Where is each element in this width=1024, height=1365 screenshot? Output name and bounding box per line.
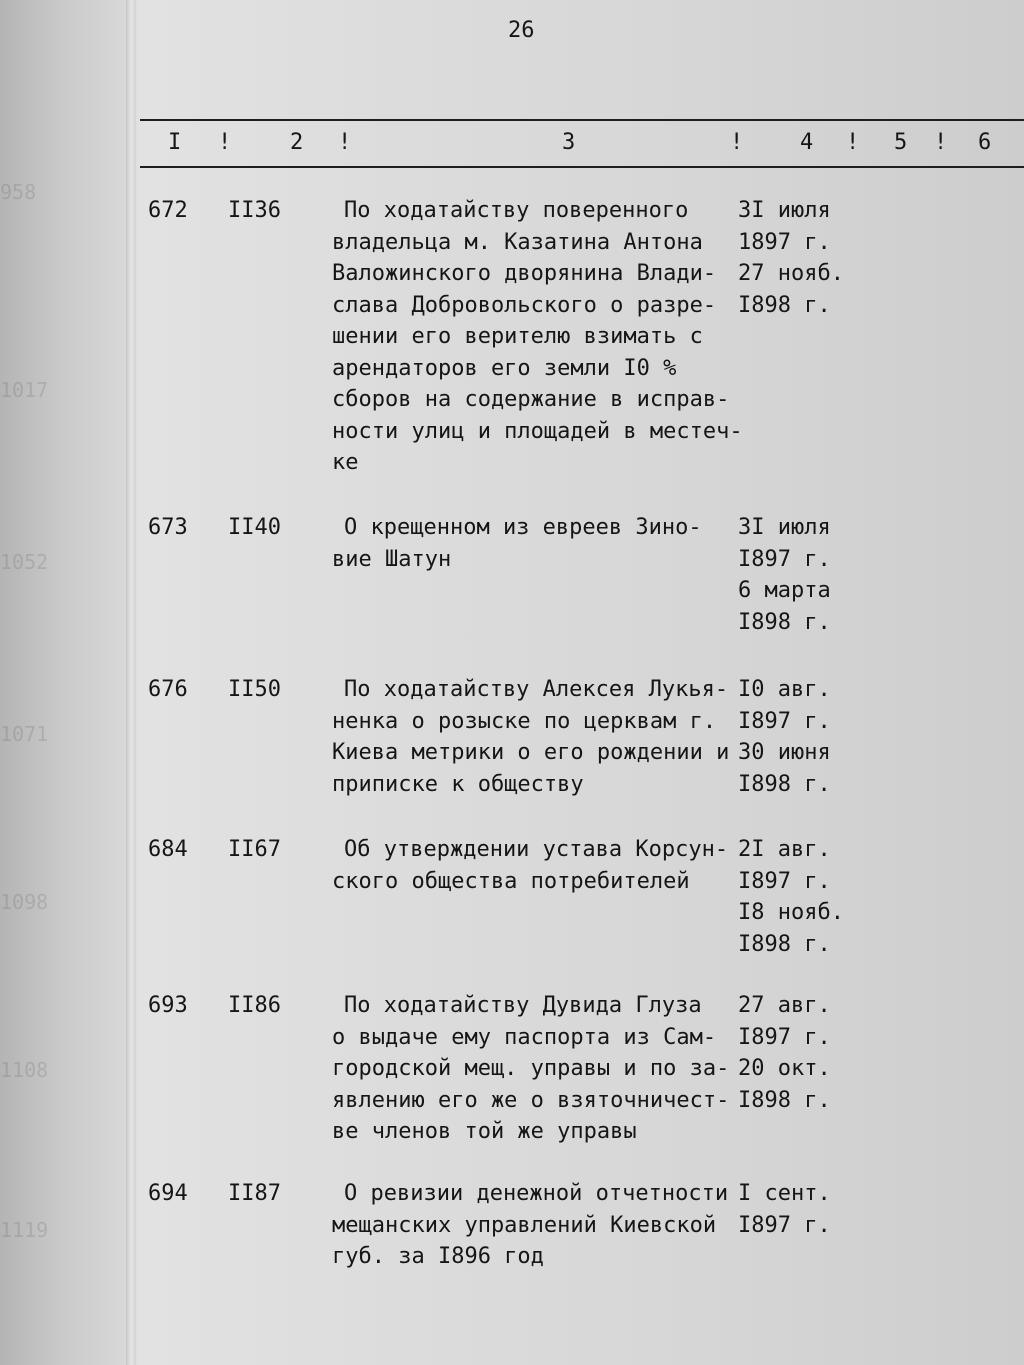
date-line: I сент. [738, 1181, 831, 1206]
dates [738, 512, 831, 638]
description-line: О ревизии денежной отчетности [344, 1181, 729, 1206]
dates [738, 990, 831, 1116]
date-line: 30 июня [738, 740, 831, 765]
description [332, 512, 702, 575]
column-header-2: 2 [290, 130, 304, 155]
description-line: По ходатайству Дувида Глуза [344, 993, 702, 1018]
dates [738, 674, 831, 800]
description-line: приписке к обществу [332, 771, 584, 797]
description-line: ке [332, 450, 359, 475]
row-number: 694 [148, 1181, 188, 1206]
description-line: ве членов той же управы [332, 1119, 637, 1144]
date-line: 27 нояб. [738, 261, 844, 286]
description-line: О крещенном из евреев Зино- [344, 515, 702, 540]
description-line: городской мещ. управы и по за- [332, 1056, 730, 1081]
date-line: I898 г. [738, 292, 831, 318]
date-line: 27 авг. [738, 993, 831, 1018]
date-line: I898 г. [738, 931, 831, 957]
dates [738, 195, 844, 321]
description-line: По ходатайству Алексея Лукья- [344, 677, 729, 702]
table-header-bottom-rule [140, 166, 1024, 168]
dates [738, 834, 844, 960]
file-number: II86 [228, 993, 281, 1018]
date-line: 3I июля [738, 198, 831, 223]
date-line: I8 нояб. [738, 900, 844, 925]
date-line: 3I июля [738, 515, 831, 540]
file-number: II36 [228, 198, 281, 223]
date-line: I897 г. [738, 868, 831, 894]
bleed-through-text: 1098 [0, 890, 49, 914]
row-number: 693 [148, 993, 188, 1018]
description-line: владельца м. Казатина Антона [332, 229, 703, 255]
date-line: 1897 г. [738, 229, 831, 255]
date-line: I898 г. [738, 771, 831, 797]
row-number: 672 [148, 198, 188, 223]
bleed-through-text: 1017 [0, 378, 49, 402]
description-line: Валожинского дворянина Влади- [332, 261, 717, 286]
description-line: ского общества потребителей [332, 868, 690, 894]
date-line: 6 марта [738, 578, 831, 603]
description-line: Об утверждении устава Корсун- [344, 837, 729, 862]
date-line: I898 г. [738, 609, 831, 635]
column-header-4: 4 [800, 130, 814, 155]
row-number: 673 [148, 515, 188, 540]
date-line: I0 авг. [738, 677, 831, 702]
description [332, 674, 729, 800]
description-line: мещанских управлений Киевской [332, 1212, 717, 1238]
column-separator: ! [934, 130, 948, 155]
date-line: 20 окт. [738, 1056, 831, 1081]
date-line: 2I авг. [738, 837, 831, 862]
description [332, 834, 728, 897]
description-line: вие Шатун [332, 546, 452, 572]
description-line: о выдаче ему паспорта из Сам- [332, 1024, 717, 1050]
column-header-3: 3 [562, 130, 576, 155]
column-header-6: 6 [978, 130, 992, 155]
date-line: I898 г. [738, 1087, 831, 1113]
description-line: слава Добровольского о разре- [332, 292, 717, 318]
column-header-5: 5 [894, 130, 908, 155]
description-line: шении его верителю взимать с [332, 324, 703, 349]
date-line: I897 г. [738, 708, 831, 734]
column-header-1: I [168, 130, 182, 155]
column-separator: ! [338, 130, 352, 155]
bleed-through-text: 1108 [0, 1058, 49, 1082]
description-line: ненка о розыске по церквам г. [332, 708, 717, 734]
description-line: арендаторов его земли I0 % [332, 355, 677, 381]
description-line: явлению его же о взяточничест- [332, 1087, 730, 1113]
dates [738, 1178, 831, 1241]
table-header-top-rule [140, 119, 1024, 121]
file-number: II87 [228, 1181, 281, 1206]
bleed-through-text: 1071 [0, 722, 49, 746]
date-line: I897 г. [738, 1212, 831, 1238]
description [332, 1178, 728, 1273]
row-number: 676 [148, 677, 188, 702]
bleed-through-text: 1119 [0, 1218, 49, 1242]
row-number: 684 [148, 837, 188, 862]
column-separator: ! [218, 130, 232, 155]
date-line: I897 г. [738, 1024, 831, 1050]
date-line: I897 г. [738, 546, 831, 572]
description [332, 990, 729, 1148]
column-separator: ! [846, 130, 860, 155]
bleed-through-text: 1052 [0, 550, 49, 574]
book-spine-shadow [126, 0, 136, 1365]
description-line: Киева метрики о его рождении и [332, 740, 730, 765]
bleed-through-text: 958 [0, 180, 37, 204]
description [332, 195, 743, 479]
file-number: II50 [228, 677, 281, 702]
description-line: губ. за I896 год [332, 1244, 544, 1269]
file-number: II67 [228, 837, 281, 862]
description-line: По ходатайству поверенного [344, 198, 689, 223]
file-number: II40 [228, 515, 281, 540]
description-line: сборов на содержание в исправ- [332, 387, 730, 412]
page-number: 26 [508, 18, 535, 43]
column-separator: ! [730, 130, 744, 155]
description-line: ности улиц и площадей в местеч- [332, 418, 743, 444]
